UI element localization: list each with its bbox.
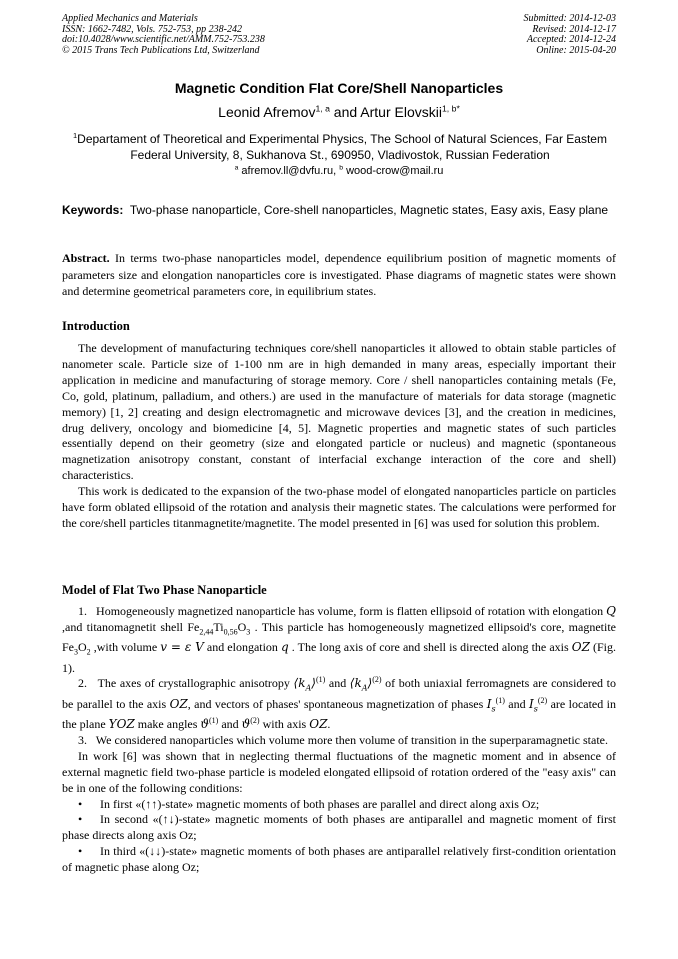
authors-line [0,104,678,120]
author-1: Leonid Afremov [218,104,316,120]
bullet-text: In first «(↑↑)-state» magnetic moments of both phases are parallel and direct along axis Oz; [100,796,540,811]
keywords-label: Keywords: [62,203,124,217]
anisotropy-symbol: ⟩ [367,676,373,691]
subscript: 2,44 [199,627,214,637]
email-b-marker: b [339,164,343,172]
plane-symbol: YOZ [108,717,135,731]
paper-title: Magnetic Condition Flat Core/Shell Nanoparticles [174,80,504,96]
subscript: A [361,683,368,693]
author-emails [0,165,678,177]
abstract-label: Abstract. [62,251,110,265]
affiliation [70,131,610,163]
anisotropy-symbol: ⟨k [293,676,306,691]
superscript: (1) [495,695,505,705]
item1-text: . The long axis of core and shell is directed along the axis [288,640,572,655]
item1-text: O [78,640,87,655]
accepted-date: Accepted: 2014-12-24 [526,34,616,46]
angle-symbol: ϑ [200,717,209,731]
subscript: 0,56 [223,627,238,637]
email-b: wood-crow@mail.ru [346,165,444,177]
item2-text: of both uniaxial ferromagnets are considered to be parallel to the axis [62,676,616,711]
model-item-2 [62,676,616,733]
copyright-line: © 2015 Trans Tech Publications Ltd, Switzerland [62,44,260,56]
author-2-affil: 1, b* [441,103,460,114]
item2-text: and [325,676,350,691]
online-date: Online: 2015-04-20 [536,44,616,56]
item2-text: . [327,717,331,731]
superscript: (2) [372,675,382,685]
introduction-heading: Introduction [62,319,130,333]
model-item-3: 3. We considered nanoparticles which volume more then volume of transition in the superparamagnetic state. [78,732,608,747]
magnetization-symbol: I [486,696,492,711]
abstract [62,250,616,300]
bullet-text: In second «(↑↓)-state» magnetic moments of both phases are antiparallel and magnetic moment of first phase directs along axis Oz; [62,812,616,843]
subscript: A [305,683,312,693]
axis-symbol: OZ [169,696,188,711]
bullet-icon: • [78,796,83,811]
keywords [62,202,616,218]
anisotropy-symbol: ⟩ [311,676,316,691]
subscript: s [533,704,538,714]
superscript: (2) [537,695,548,705]
item2-text: , and vectors of phases' spontaneous magnetization of phases [187,696,487,711]
author-2: Artur Elovskii [360,104,442,120]
core-elongation-symbol: q [281,640,289,655]
axis-symbol: OZ [571,640,590,655]
email-a: afremov.ll@dvfu.ru, [241,165,340,177]
item1-text: Ti [213,619,224,634]
model-heading: Model of Flat Two Phase Nanoparticle [62,583,267,597]
keywords-text: Two-phase nanoparticle, Core-shell nanoparticles, Magnetic states, Easy axis, Easy plane [129,203,609,217]
superscript: (1) [315,675,326,685]
elongation-symbol: Q [606,604,616,618]
axis-symbol: OZ [309,717,328,731]
subscript: 2 [86,647,91,657]
authors-and: and [329,104,361,120]
submitted-date: Submitted: 2014-12-03 [523,13,616,24]
state-bullet-1 [62,797,616,813]
state-bullet-2 [62,812,616,844]
item1-text: and elongation [203,640,282,655]
item2-text: and [504,696,529,711]
item2-text: 2. The axes of crystallographic anisotropy [78,676,294,691]
item2-text: are located in the plane [62,696,616,731]
item1-text: O [237,619,247,634]
affiliation-number: 1 [73,131,78,140]
email-a-marker: a [234,164,239,172]
item2-text: with axis [259,717,310,731]
journal-header-left [62,14,265,56]
subscript: 3 [246,627,251,637]
journal-header-right [524,14,617,56]
bullet-icon: • [78,812,83,827]
doi-line: doi:10.4028/www.scientific.net/AMM.752-753.238 [62,34,265,46]
affiliation-text: Departament of Theoretical and Experimental Physics, The School of Natural Sciences, Far Eastem Federal University, 8, Sukhanova St., 690950, Vladivostok, Russian Federation [77,132,607,162]
item2-text: make angles [134,717,201,731]
author-1-affil: 1, a [315,103,330,114]
model-body [62,604,616,876]
intro-paragraph-2: This work is dedicated to the expansion of the two-phase model of elongated nanoparticles particle on particles have form oblated ellipsoid of the rotation and analysis their magnetic states. The calculations were performed for the core/shell particles titanmagnetite/magnetite. The model presented in [6] was used for solution this problem. [62,484,616,530]
item1-text: ,with volume [90,640,161,655]
journal-name: Applied Mechanics and Materials [62,13,198,24]
model-item-1 [62,604,616,676]
abstract-text: In terms two-phase nanoparticles model, dependence equilibrium position of magnetic moments of parameters size and elongation nanoparticles core is investigated. Phase diagrams of magnetic states were shown and determine geometrical parameters core, in equilibrium states. [62,251,616,298]
item1-text: (Fig. 1). [62,640,616,675]
state-bullet-3 [62,844,616,876]
introduction-body [62,341,616,532]
superscript: (2) [250,716,260,725]
subscript: 3 [74,647,78,657]
model-paragraph-work: In work [6] was shown that in neglecting thermal fluctuations of the magnetic moment and in absence of external magnetic field two-phase particle is modeled elongated ellipsoid of rotation ordered of the "easy axis" can be in one of the following conditions: [62,748,616,795]
magnetization-symbol: I [529,696,534,711]
intro-paragraph-1: The development of manufacturing techniques core/shell nanoparticles it allowed to obtain stable particles of nanometer scale. Particle size of 1-100 nm are in high demanded in many areas, especially important their application in medicine and manufacturing of storage memory. Core / shell nanoparticles containing metals (Fe, Co, gold, platinum, palladium, and others.) are used in the manufacture of materials for data storage (magnetic memory) [1, 2] creating and design electromagnetic and microwave devices [3], and the creation in medicines, drug delivery, oncology and biomedicine [4, 5]. Magnetic properties and magnetic states of such particles essentially depend on their geometry (size and elongated particle or nucleus) and magnetic (spontaneous magnetization anisotropy constant, constant of interfacial exchange interaction of the core and shell) characteristics. [62,341,616,483]
item1-text: . This particle has homogeneously magnetized ellipsoid's core, magnetite Fe [62,619,616,655]
issn-line: ISSN: 1662-7482, Vols. 752-753, pp 238-242 [62,23,242,35]
item1-text: 1. Homogeneously magnetized nanoparticle has volume, form is flatten ellipsoid of rotation with elongation [78,604,607,618]
volume-equation: v = ε V [160,640,204,655]
item2-text: and [218,717,242,731]
angle-symbol: ϑ [241,717,251,731]
bullet-text: In third «(↓↓)-state» magnetic moments of both phases are antiparallel relatively first-condition orientation of magnetic phase along Oz; [62,844,616,875]
item1-text: ,and titanomagnetit shell Fe [62,619,200,634]
anisotropy-symbol: ⟨k [349,676,362,691]
bullet-icon: • [78,844,83,859]
superscript: (1) [209,716,219,725]
subscript: s [491,704,496,714]
revised-date: Revised: 2014-12-17 [532,23,616,35]
